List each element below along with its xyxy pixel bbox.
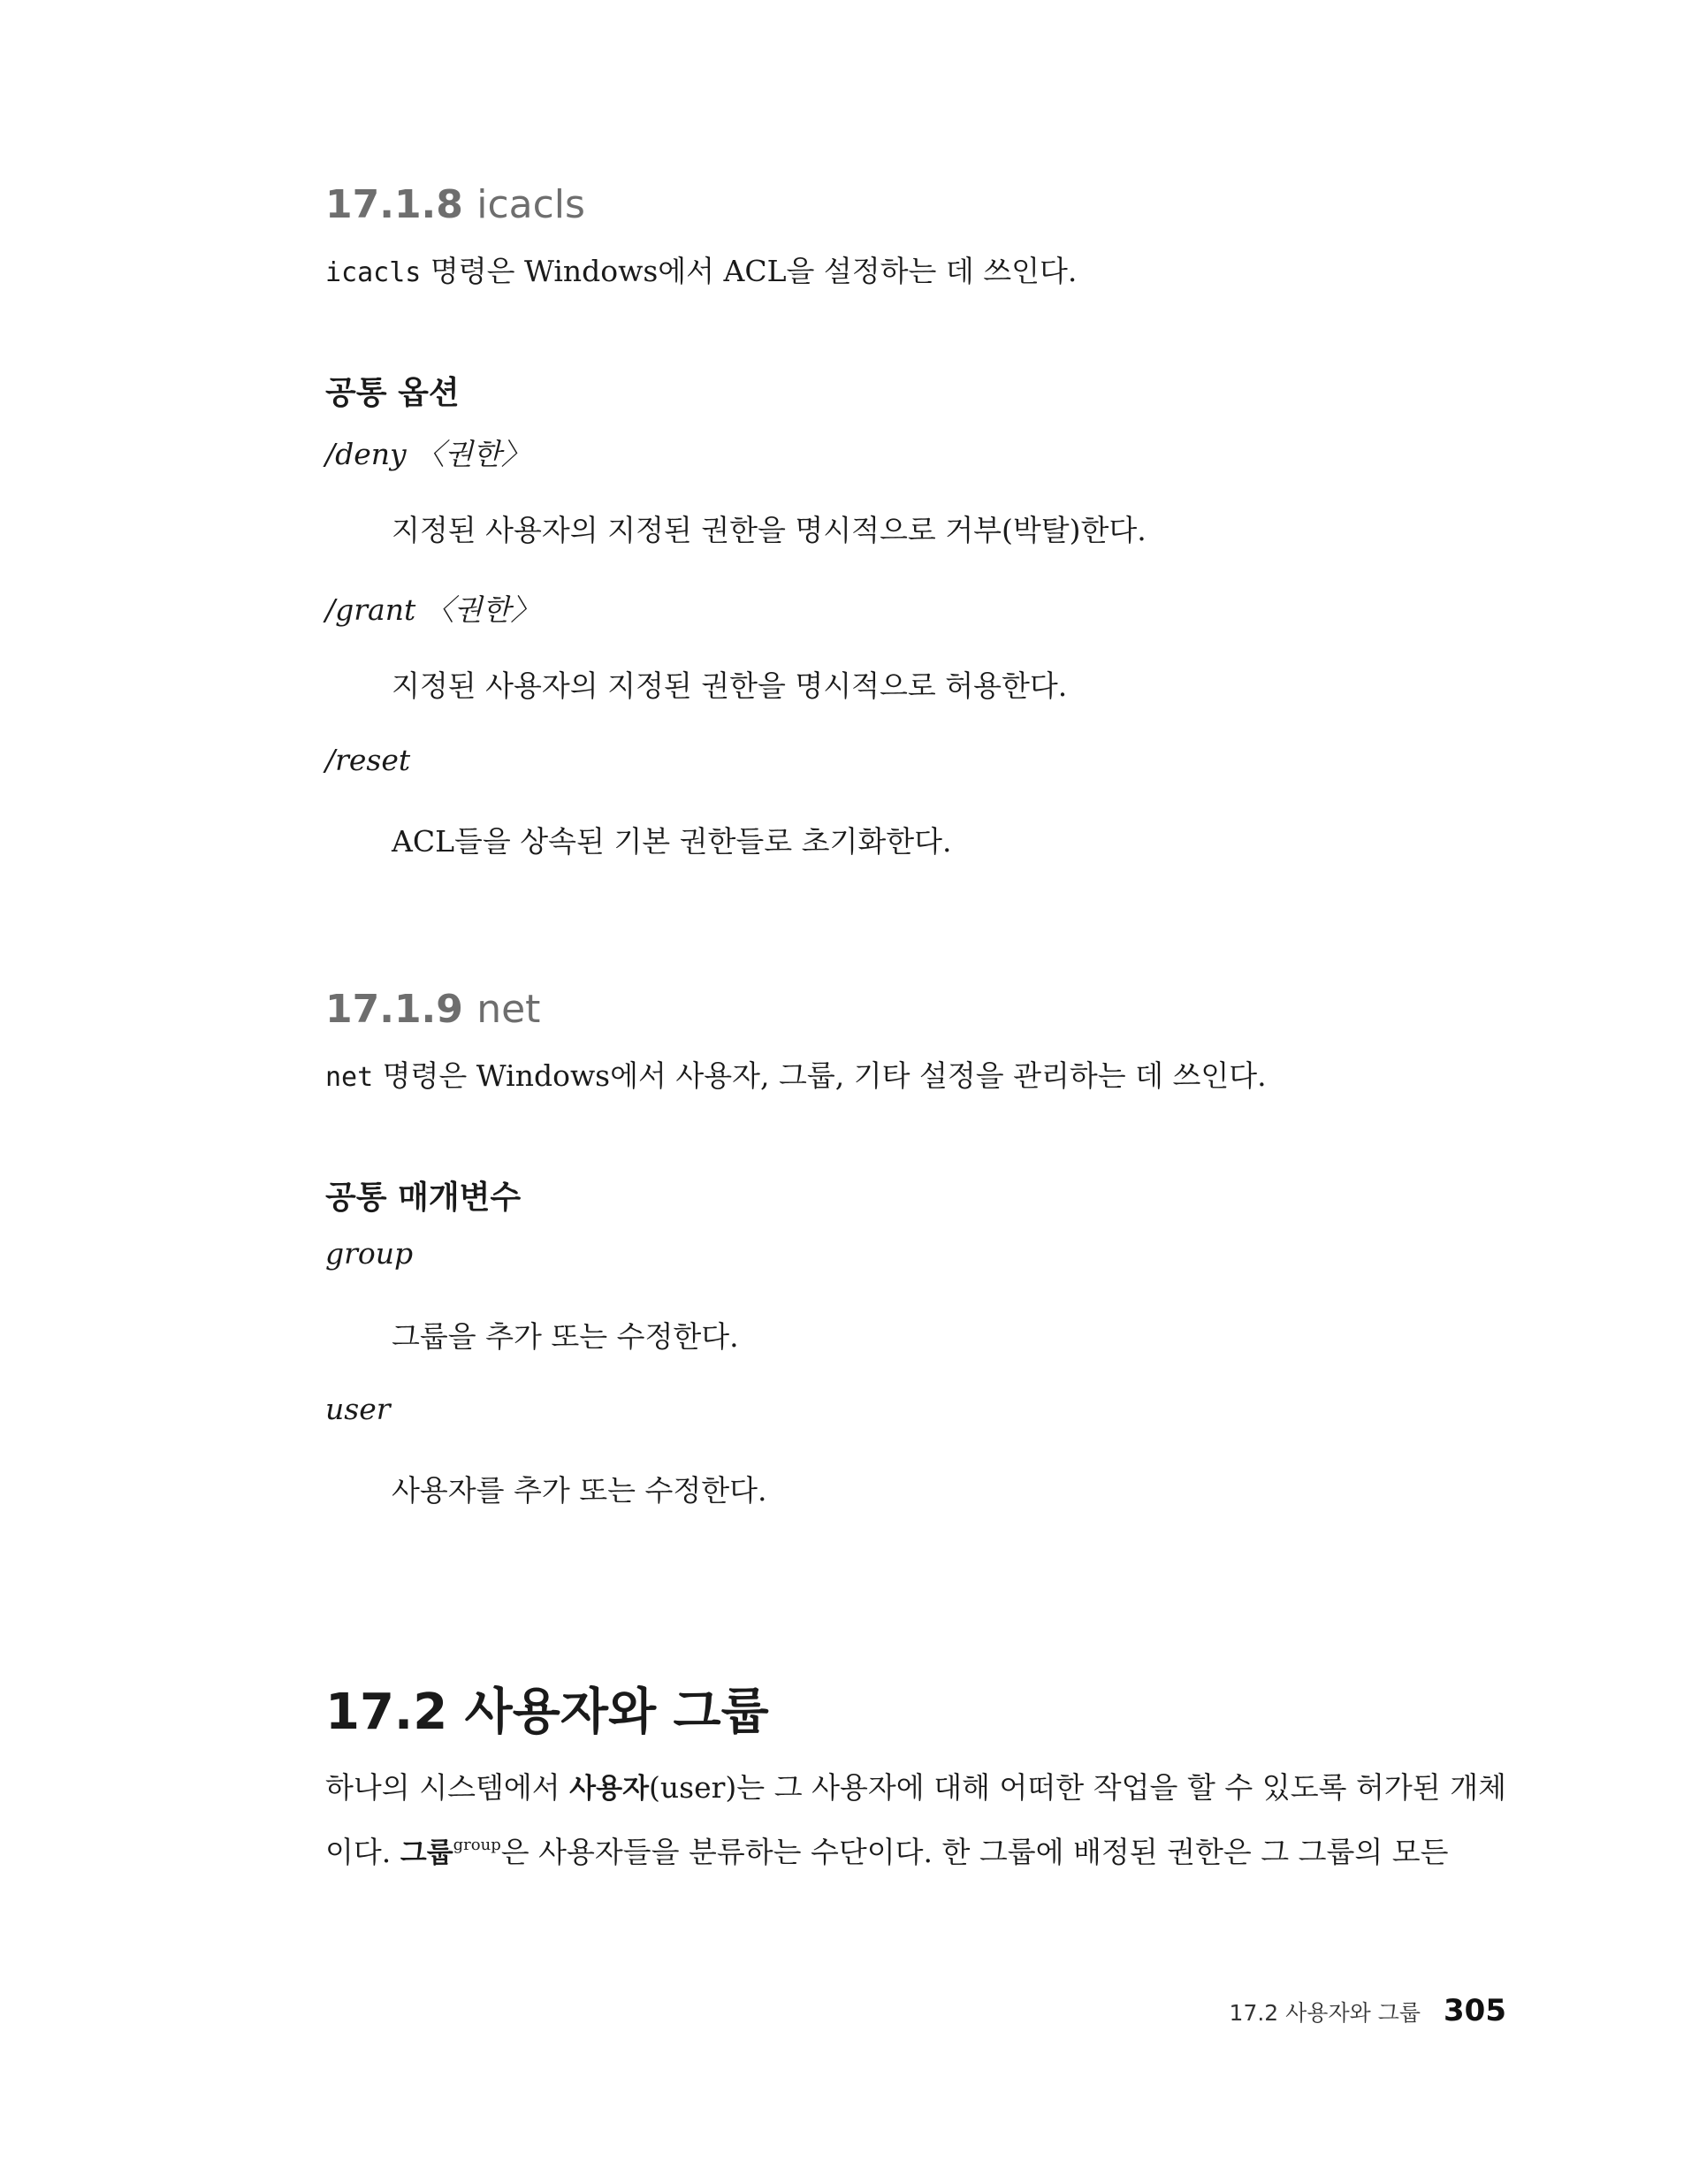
body-paragraph: [325, 1756, 1506, 1885]
option-description: 지정된 사용자의 지정된 권한을 명시적으로 거부(박탈)한다.: [392, 513, 1147, 547]
net-intro: [325, 1058, 1267, 1093]
param-description: 그룹을 추가 또는 수정한다.: [392, 1319, 739, 1354]
option-term: /reset: [325, 743, 411, 777]
chapter-title: 사용자와 그룹: [464, 1684, 769, 1741]
section-number: 17.1.8: [325, 182, 463, 227]
text-run: (user)는 그 사용자에 대해 어떠한 작업을 할 수 있도록 허가된 개체이다.: [325, 1770, 1506, 1869]
bold-term: 사용자: [569, 1773, 650, 1805]
params-heading: 공통 매개변수: [325, 1180, 522, 1216]
option-description: 지정된 사용자의 지정된 권한을 명시적으로 허용한다.: [392, 668, 1068, 703]
page-footer: [1230, 1993, 1506, 2028]
bold-term: 그룹: [400, 1837, 453, 1869]
inline-code: net: [325, 1062, 374, 1093]
option-term: /deny 〈권한〉: [325, 437, 530, 471]
icacls-intro: [325, 256, 1077, 286]
section-heading-icacls: [325, 182, 585, 227]
text-run: 하나의 시스템에서: [325, 1770, 570, 1805]
running-title: 17.2 사용자와 그룹: [1229, 2000, 1421, 2026]
option-term: /grant 〈권한〉: [325, 592, 540, 627]
page-number: 305: [1444, 1993, 1506, 2028]
chapter-number: 17.2: [325, 1684, 448, 1741]
option-description: ACL들을 상속된 기본 권한들로 초기화한다.: [392, 824, 952, 859]
section-heading-net: [325, 987, 540, 1032]
text-run: 은 사용자들을 분류하는 수단이다. 한 그룹에 배정된 권한은 그 그룹의 모든: [500, 1835, 1449, 1869]
inline-code: icacls: [325, 257, 422, 288]
options-heading: 공통 옵션: [325, 375, 460, 411]
param-description: 사용자를 추가 또는 수정한다.: [392, 1473, 767, 1508]
intro-text: 명령은 Windows에서 사용자, 그룹, 기타 설정을 관리하는 데 쓰인다.: [373, 1058, 1267, 1093]
superscript-gloss: group: [453, 1836, 501, 1854]
param-term: user: [325, 1392, 391, 1426]
section-command: icacls: [476, 182, 585, 227]
intro-text: 명령은 Windows에서 ACL을 설정하는 데 쓰인다.: [421, 254, 1078, 288]
section-command: net: [476, 987, 541, 1032]
chapter-heading: [325, 1673, 769, 1744]
section-number: 17.1.9: [325, 987, 463, 1032]
param-term: group: [325, 1236, 414, 1271]
